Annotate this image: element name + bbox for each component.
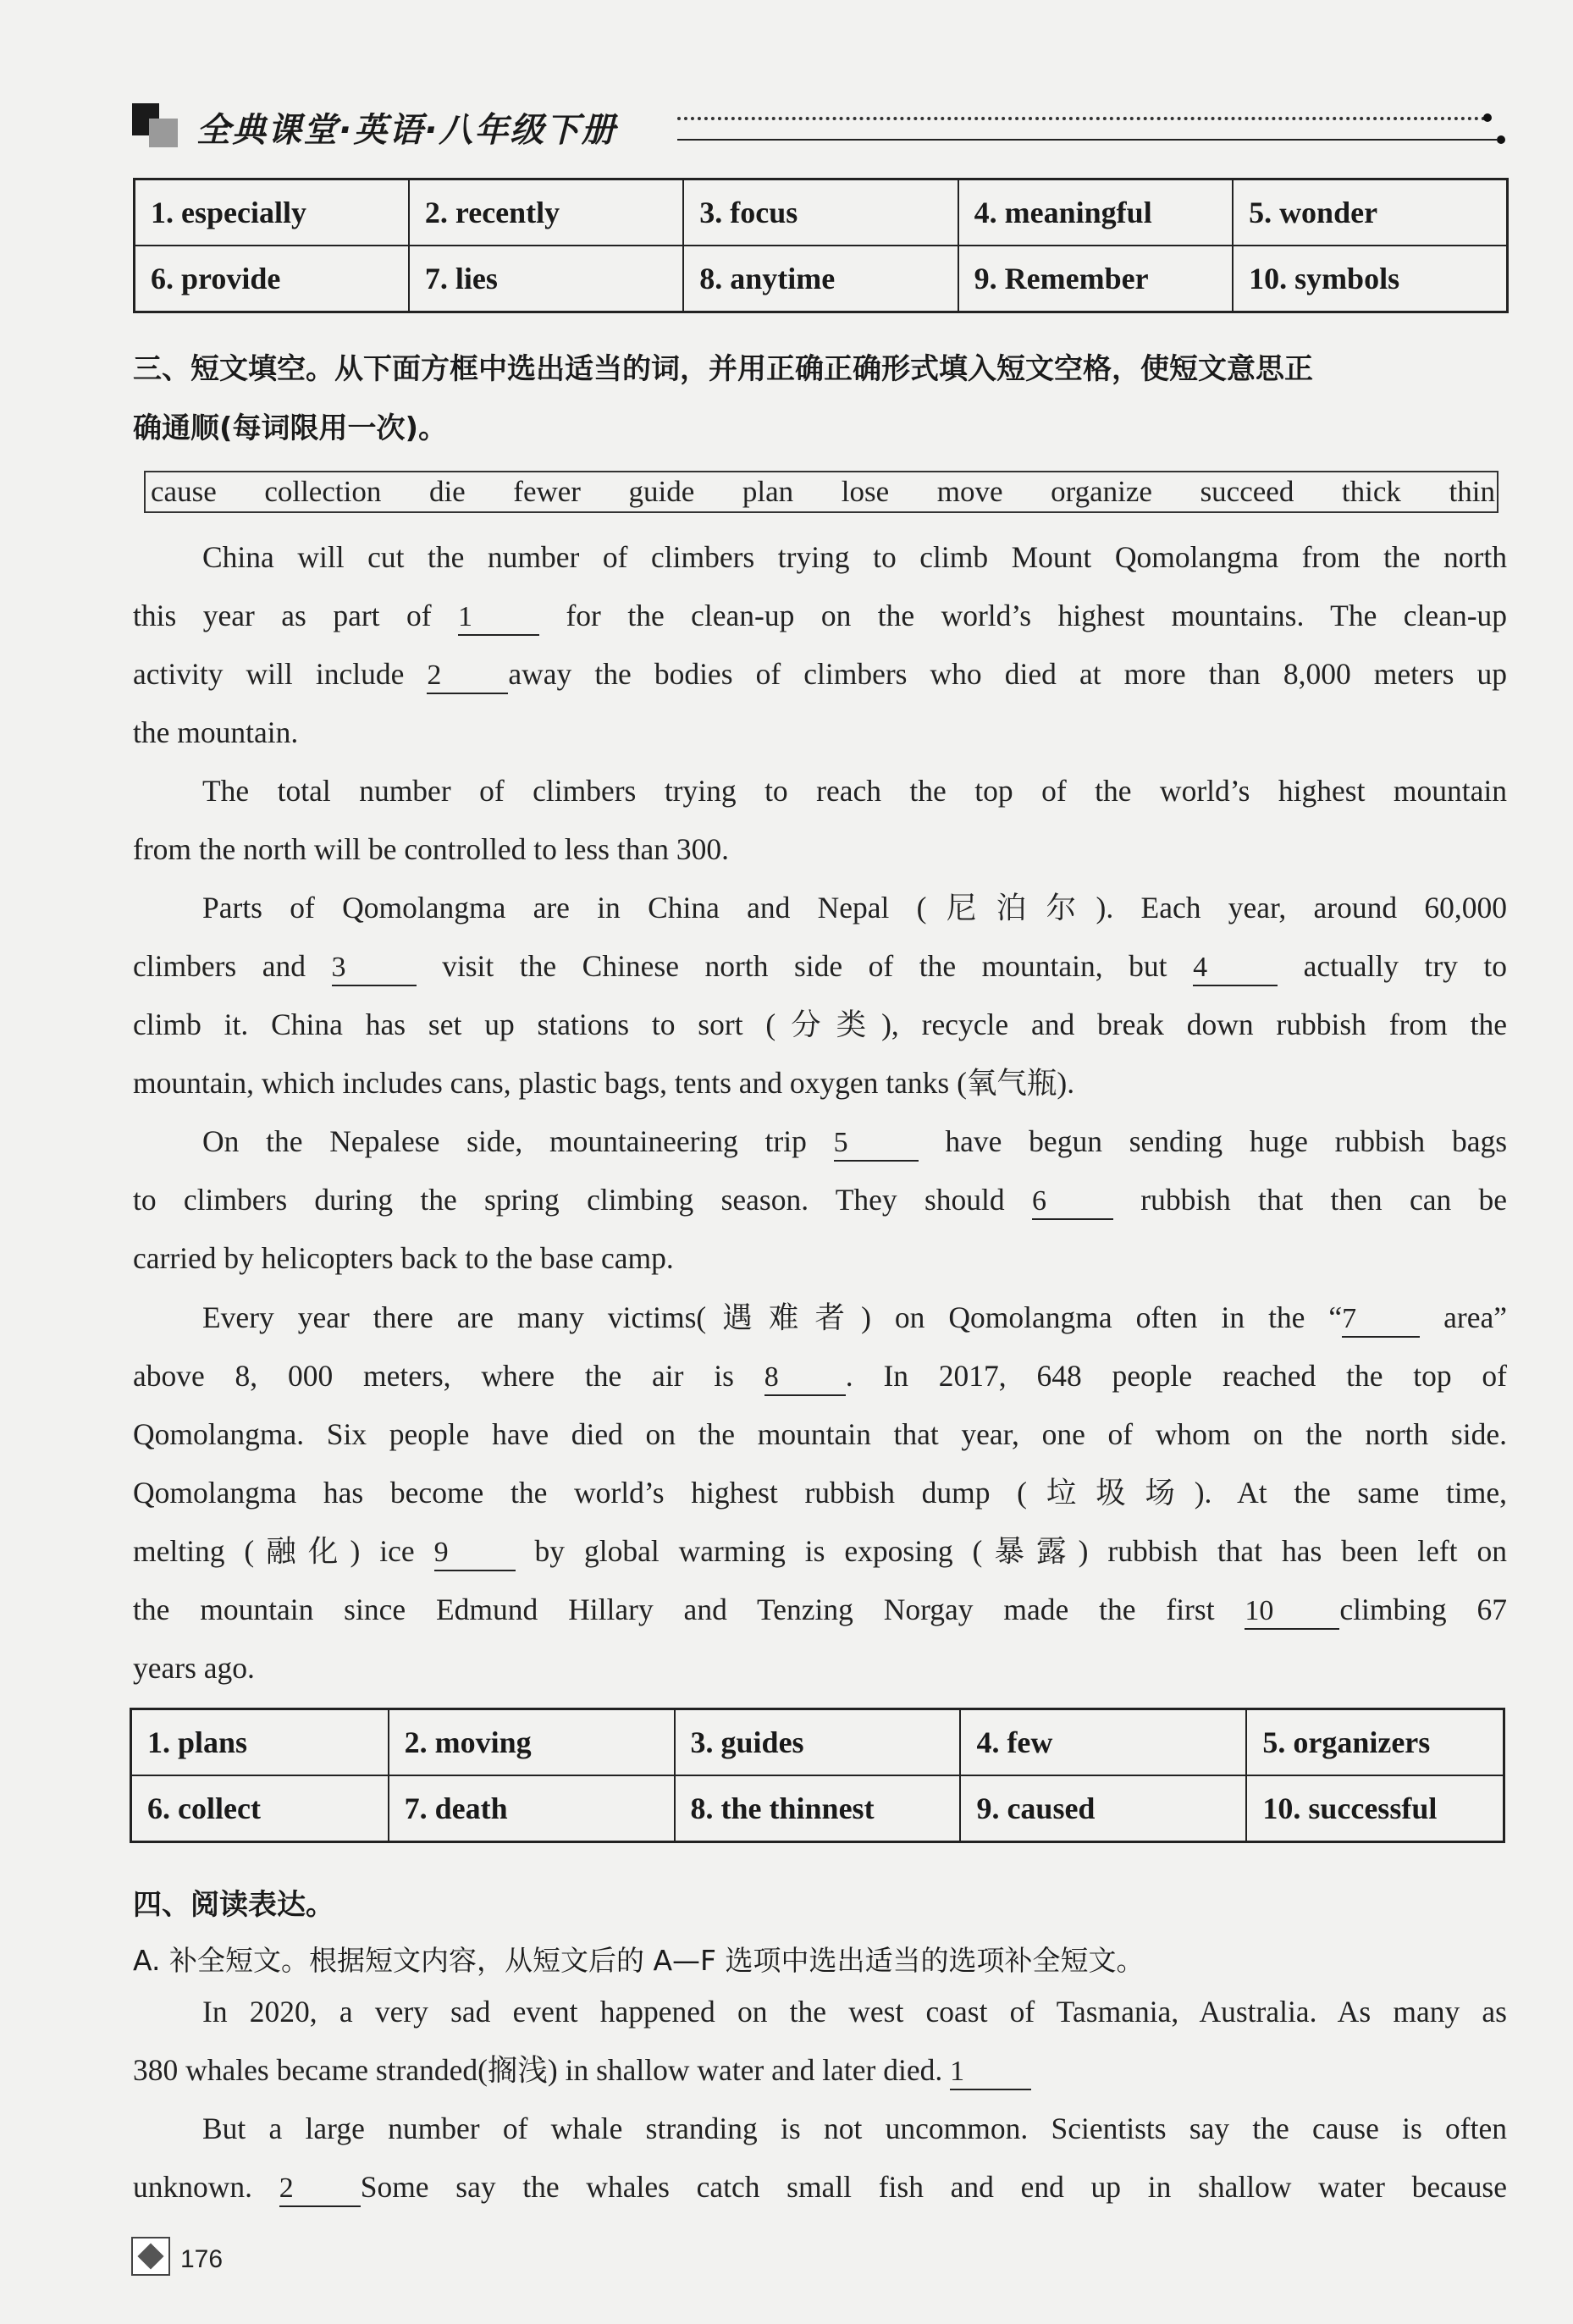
text-span: 380 whales became stranded(搁浅) in shallow water and later died. xyxy=(133,2053,943,2087)
passage-paragraph-5 xyxy=(133,1289,1507,1697)
text-span: actually try to xyxy=(1303,949,1508,983)
blank-8: 8 xyxy=(764,1361,846,1396)
table-row xyxy=(131,1709,1504,1776)
word-bank xyxy=(144,471,1498,513)
text-line: the mountain. xyxy=(133,715,299,749)
word-bank-item: fewer xyxy=(513,475,581,508)
blank-5: 5 xyxy=(834,1126,919,1162)
table-cell: 1. plans xyxy=(131,1709,389,1776)
table-cell: 8. anytime xyxy=(683,246,958,312)
table-cell: 6. collect xyxy=(131,1775,389,1842)
text-line: mountain, which includes cans, plastic bags, tents and oxygen tanks (氧气瓶). xyxy=(133,1066,1075,1100)
blank-6: 6 xyxy=(1032,1184,1113,1220)
blank-4: 4 xyxy=(1193,951,1278,986)
table-cell: 7. lies xyxy=(409,246,683,312)
table-cell: 2. moving xyxy=(389,1709,675,1776)
text-line: China will cut the number of climbers trying to climb Mount Qomolangma from the north xyxy=(202,540,1507,574)
table-cell: 10. symbols xyxy=(1233,246,1507,312)
text-span: away the bodies of climbers who died at more than 8,000 meters up xyxy=(508,657,1507,691)
passage-paragraph-3 xyxy=(133,879,1507,1112)
logo-icon xyxy=(132,103,176,147)
reading-blank-1: 1 xyxy=(950,2055,1031,2090)
passage-paragraph-1 xyxy=(133,528,1507,762)
text-line xyxy=(133,645,1507,704)
text-line: Parts of Qomolangma are in China and Nepal (尼泊尔). Each year, around 60,000 xyxy=(202,891,1507,925)
header-dotted-rule xyxy=(677,117,1486,120)
text-span: climbing 67 xyxy=(1339,1593,1507,1626)
answers-table-1 xyxy=(133,178,1509,313)
text-span: above 8, 000 meters, where the air is xyxy=(133,1359,734,1393)
blank-2: 2 xyxy=(427,659,508,694)
table-row xyxy=(131,1775,1504,1842)
table-cell: 10. successful xyxy=(1246,1775,1504,1842)
text-span: to climbers during the spring climbing season. They should xyxy=(133,1183,1005,1217)
text-line: climb it. China has set up stations to sort (分类), recycle and break down rubbish from the xyxy=(133,1007,1507,1041)
word-bank-item: plan xyxy=(742,475,794,508)
reading-paragraph-1 xyxy=(133,1983,1507,2100)
table-row xyxy=(135,246,1508,312)
table-cell: 3. guides xyxy=(675,1709,961,1776)
text-span: climbers and xyxy=(133,949,306,983)
text-line xyxy=(133,1112,1507,1171)
text-line: carried by helicopters back to the base camp. xyxy=(133,1241,674,1275)
table-cell: 3. focus xyxy=(683,179,958,246)
text-span: visit the Chinese north side of the mountain, but xyxy=(442,949,1167,983)
text-span: Every year there are many victims(遇难者) on Qomolangma often in the “ xyxy=(202,1300,1343,1334)
text-line: Qomolangma has become the world’s highest rubbish dump (垃圾场). At the same time, xyxy=(133,1476,1507,1510)
table-cell: 9. Remember xyxy=(958,246,1233,312)
table-cell: 8. the thinnest xyxy=(675,1775,961,1842)
text-span: On the Nepalese side, mountaineering trip xyxy=(202,1124,807,1158)
word-bank-item: collection xyxy=(264,475,382,508)
text-line xyxy=(133,587,1507,645)
blank-3: 3 xyxy=(332,951,417,986)
text-span: . In 2017, 648 people reached the top of xyxy=(845,1359,1508,1393)
table-cell: 7. death xyxy=(389,1775,675,1842)
text-line xyxy=(133,1171,1507,1229)
table-cell: 1. especially xyxy=(135,179,409,246)
word-bank-item: guide xyxy=(628,475,695,508)
passage-paragraph-2 xyxy=(133,762,1507,879)
reading-blank-2: 2 xyxy=(279,2172,361,2207)
text-span: this year as part of xyxy=(133,599,432,632)
table-cell: 5. wonder xyxy=(1233,179,1507,246)
rule-end-dot xyxy=(1483,113,1492,122)
word-bank-item: thick xyxy=(1341,475,1401,508)
text-span: unknown. xyxy=(133,2170,253,2204)
text-span: area” xyxy=(1443,1300,1508,1334)
text-line xyxy=(133,2041,1507,2100)
blank-7: 7 xyxy=(1342,1302,1420,1338)
answers-table-2 xyxy=(130,1708,1505,1843)
word-bank-item: cause xyxy=(151,475,217,508)
passage-paragraph-4 xyxy=(133,1112,1507,1288)
text-line xyxy=(133,1289,1507,1347)
page-marker-icon xyxy=(131,2237,170,2276)
text-line: years ago. xyxy=(133,1651,255,1685)
word-bank-item: die xyxy=(428,475,466,508)
text-span: rubbish that then can be xyxy=(1140,1183,1508,1217)
section3-heading-line1: 三、短文填空。从下面方框中选出适当的词，并用正确正确形式填入短文空格，使短文意思正 xyxy=(133,352,1313,386)
text-span: for the clean-up on the world’s highest mountains. The clean-up xyxy=(566,599,1508,632)
text-span: by global warming is exposing (暴露) rubbish that has been left on xyxy=(534,1534,1507,1568)
page-number: 176 xyxy=(180,2245,224,2273)
page-header xyxy=(127,95,1515,154)
text-line: The total number of climbers trying to reach the top of the world’s highest mountain xyxy=(202,774,1507,808)
text-span: have begun sending huge rubbish bags xyxy=(945,1124,1508,1158)
rule-end-dot xyxy=(1497,135,1505,144)
book-title: 全典课堂·英语·八年级下册 xyxy=(196,111,617,150)
word-bank-item: organize xyxy=(1051,475,1152,508)
table-cell: 4. few xyxy=(960,1709,1246,1776)
blank-1: 1 xyxy=(458,600,539,636)
text-span: the mountain since Edmund Hillary and Tenzing Norgay made the first xyxy=(133,1593,1215,1626)
table-cell: 2. recently xyxy=(409,179,683,246)
table-cell: 6. provide xyxy=(135,246,409,312)
section3-heading-line2: 确通顺(每词限用一次)。 xyxy=(133,411,448,445)
text-line xyxy=(133,1347,1507,1405)
text-span: Some say the whales catch small fish and end up in shallow water because xyxy=(360,2170,1507,2204)
text-line xyxy=(133,1581,1507,1639)
blank-10: 10 xyxy=(1245,1594,1339,1630)
table-cell: 5. organizers xyxy=(1246,1709,1504,1776)
section4-subheading: A. 补全短文。根据短文内容，从短文后的 A—F 选项中选出适当的选项补全短文。 xyxy=(133,1944,1145,1977)
text-span: activity will include xyxy=(133,657,405,691)
text-line: Qomolangma. Six people have died on the mountain that year, one of whom on the north side. xyxy=(133,1417,1507,1451)
table-cell: 9. caused xyxy=(960,1775,1246,1842)
text-line xyxy=(133,937,1507,996)
word-bank-item: thin xyxy=(1449,475,1495,508)
table-cell: 4. meaningful xyxy=(958,179,1233,246)
table-row xyxy=(135,179,1508,246)
header-rule xyxy=(677,139,1497,141)
section4-heading: 四、阅读表达。 xyxy=(133,1888,334,1922)
text-line xyxy=(133,2158,1507,2216)
word-bank-item: move xyxy=(936,475,1003,508)
blank-9: 9 xyxy=(434,1536,516,1571)
word-bank-item: lose xyxy=(841,475,890,508)
text-line: In 2020, a very sad event happened on the west coast of Tasmania, Australia. As many as xyxy=(202,1995,1507,2029)
text-line: from the north will be controlled to less than 300. xyxy=(133,832,729,866)
word-bank-item: succeed xyxy=(1200,475,1294,508)
text-span: melting (融化) ice xyxy=(133,1534,415,1568)
reading-paragraph-2 xyxy=(133,2100,1507,2216)
text-line: But a large number of whale stranding is not uncommon. Scientists say the cause is often xyxy=(202,2111,1507,2145)
text-line xyxy=(133,1522,1507,1581)
